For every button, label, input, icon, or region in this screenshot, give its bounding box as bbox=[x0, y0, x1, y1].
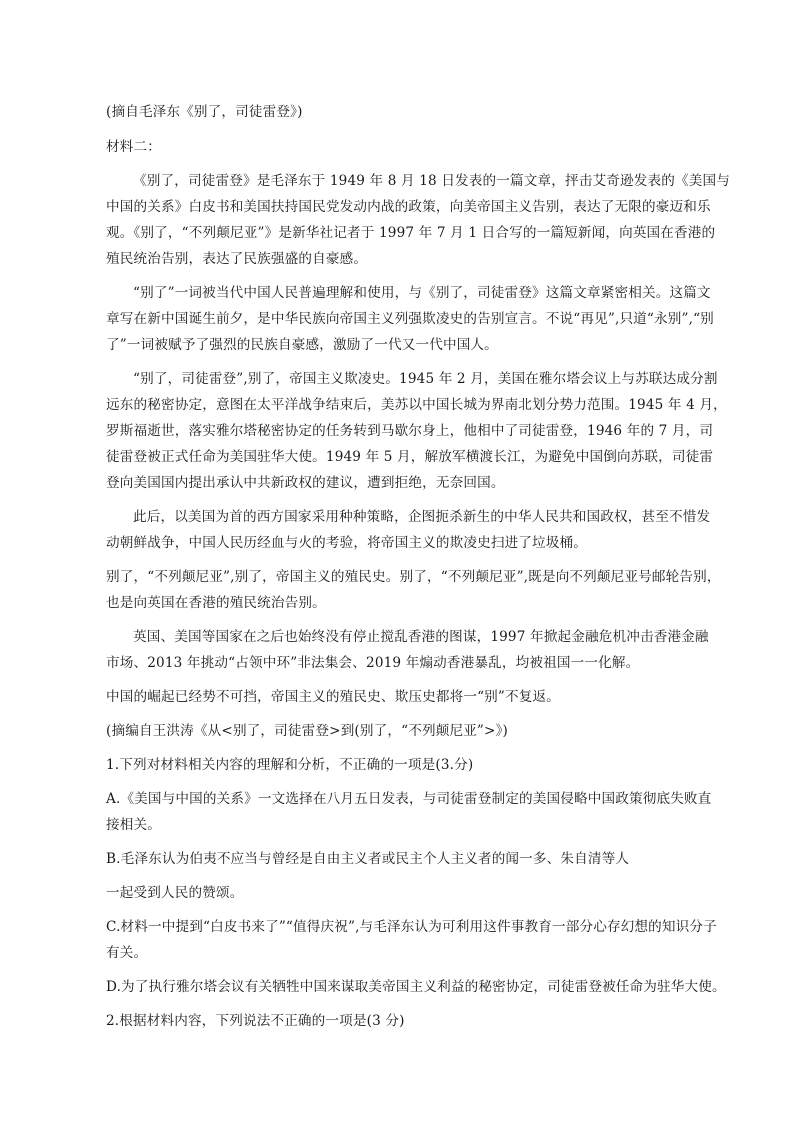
question-2-stem: 2.根据材料内容，下列说法不正确的一项是(3 分) bbox=[106, 1013, 405, 1029]
question-1-option-a-line-1: A.《美国与中国的关系》一文选择在八月五日发表，与司徒雷登制定的美国侵略中国政策彻底失败直 bbox=[106, 791, 712, 807]
paragraph-4-line-1: 此后，以美国为首的西方国家采用种种策略，企图扼杀新生的中华人民共和国政权，甚至不惜发 bbox=[133, 509, 711, 525]
paragraph-3-line-4: 徒雷登被正式任命为美国驻华大使。1949 年 5 月，解放军横渡长江，为避免中国倒向苏联，司徒雷 bbox=[106, 449, 714, 465]
paragraph-1-line-3: 观。《别了，“不列颠尼亚”》是新华社记者于 1997 年 7 月 1 日合写的一篇短新闻，向英国在香港的 bbox=[106, 225, 716, 241]
source-citation-2: (摘编自王洪涛《从<别了，司徒雷登>到(别了，“不列颠尼亚”>》) bbox=[106, 723, 508, 739]
paragraph-6-line-2: 市场、2013 年挑动“占领中环”非法集会、2019 年煽动香港暴乱，均被祖国一一化解。 bbox=[106, 655, 640, 671]
paragraph-3-line-1: “别了，司徒雷登”,别了，帝国主义欺凌史。1945 年 2 月，美国在雅尔塔会议上与苏联达成分割 bbox=[133, 371, 718, 387]
question-1-option-b-line-2: 一起受到人民的赞颂。 bbox=[106, 885, 244, 901]
question-1-option-b-line-1: B.毛泽东认为伯夷不应当与曾经是自由主义者或民主个人主义者的闻一多、朱自清等人 bbox=[106, 851, 630, 867]
question-1-option-c-line-1: C.材料一中提到“白皮书来了”“值得庆祝”,与毛泽东认为可利用这件事教育一部分心存幻想的知识分子 bbox=[106, 919, 717, 935]
paragraph-3-line-3: 罗斯福逝世，落实雅尔塔秘密协定的任务转到马歇尔身上，他相中了司徒雷登，1946 年的 7 月，司 bbox=[106, 423, 714, 439]
paragraph-1-line-1: 《别了，司徒雷登》是毛泽东于 1949 年 8 月 18 日发表的一篇文章，抨击艾奇逊发表的《美国与 bbox=[133, 173, 730, 189]
question-1-option-c-line-2: 有关。 bbox=[106, 945, 148, 961]
paragraph-2-line-3: 了”一词被赋予了强烈的民族自豪感，激励了一代又一代中国人。 bbox=[106, 337, 498, 353]
material-2-heading: 材料二： bbox=[106, 139, 161, 155]
paragraph-7: 中国的崛起已经势不可挡，帝国主义的殖民史、欺压史都将一“别”不复返。 bbox=[106, 689, 560, 705]
paragraph-2-line-1: “别了”一词被当代中国人民普遍理解和使用，与《别了，司徒雷登》这篇文章紧密相关。这篇文 bbox=[133, 285, 711, 301]
source-citation-1: (摘自毛泽东《别了，司徒雷登》) bbox=[106, 104, 303, 120]
paragraph-5-line-1: 别了，“不列颠尼亚”,别了，帝国主义的殖民史。别了，“不列颠尼亚”,既是向不列颠尼亚号邮轮告别， bbox=[106, 569, 721, 585]
question-1-stem: 1.下列对材料相关内容的理解和分析，不正确的一项是(3.分) bbox=[106, 757, 474, 773]
paragraph-3-line-5: 登向美国国内提出承认中共新政权的建议，遭到拒绝，无奈回国。 bbox=[106, 475, 505, 491]
paragraph-3-line-2: 远东的秘密协定，意图在太平洋战争结束后，美苏以中国长城为界南北划分势力范围。1945 年 4 月， bbox=[106, 397, 727, 413]
paragraph-1-line-4: 殖民统治告别，表达了民族强盛的自豪感。 bbox=[106, 251, 368, 267]
question-1-option-d: D.为了执行雅尔塔会议有关牺牲中国来谋取美帝国主义利益的秘密协定，司徒雷登被任命为驻华大使。 bbox=[106, 979, 726, 995]
question-1-option-a-line-2: 接相关。 bbox=[106, 817, 161, 833]
paragraph-4-line-2: 动朝鲜战争，中国人民历经血与火的考验，将帝国主义的欺凌史扫进了垃圾桶。 bbox=[106, 535, 588, 551]
paragraph-6-line-1: 英国、美国等国家在之后也始终没有停止搅乱香港的图谋，1997 年掀起金融危机冲击香港金融 bbox=[133, 629, 709, 645]
paragraph-2-line-2: 章写在新中国诞生前夕，是中华民族向帝国主义列强欺凌史的告别宣言。不说“再见”,只道“永别”,“别 bbox=[106, 311, 714, 327]
paragraph-5-line-2: 也是向英国在香港的殖民统治告别。 bbox=[106, 595, 326, 611]
paragraph-1-line-2: 中国的关系》白皮书和美国扶持国民党发动内战的政策，向美帝国主义告别，表达了无限的豪迈和乐 bbox=[106, 199, 711, 215]
